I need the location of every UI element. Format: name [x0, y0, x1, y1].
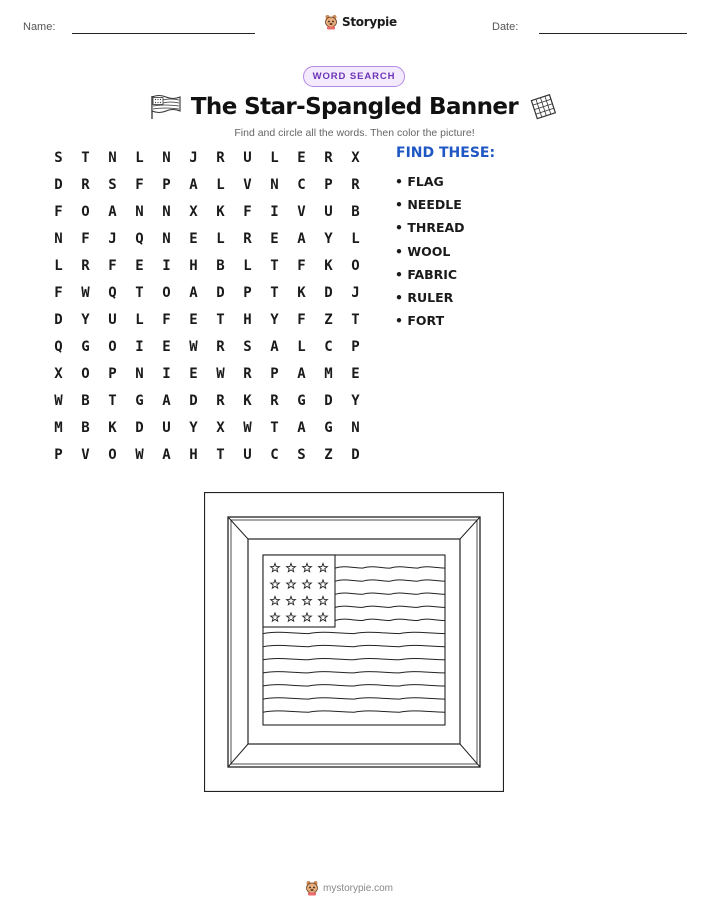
grid-cell[interactable]: I: [162, 365, 171, 382]
grid-cell[interactable]: A: [297, 365, 306, 382]
grid-cell[interactable]: T: [108, 392, 117, 409]
grid-cell[interactable]: B: [81, 392, 90, 409]
grid-cell[interactable]: D: [351, 446, 360, 463]
grid-cell[interactable]: H: [189, 446, 198, 463]
grid-cell[interactable]: Y: [324, 230, 333, 247]
grid-cell[interactable]: F: [81, 230, 90, 247]
grid-cell[interactable]: W: [81, 284, 90, 301]
storypie-mascot-icon: [324, 14, 338, 30]
grid-cell[interactable]: N: [135, 203, 144, 220]
grid-cell[interactable]: A: [108, 203, 117, 220]
grid-cell[interactable]: E: [135, 257, 144, 274]
grid-cell[interactable]: V: [243, 176, 252, 193]
grid-cell[interactable]: R: [324, 149, 333, 166]
instructions: Find and circle all the words. Then color the picture!: [234, 127, 475, 139]
grid-cell[interactable]: J: [351, 284, 360, 301]
grid-cell[interactable]: W: [54, 392, 63, 409]
grid-cell[interactable]: Z: [324, 446, 333, 463]
grid-cell[interactable]: O: [162, 284, 171, 301]
grid-cell[interactable]: U: [243, 149, 252, 166]
grid-cell[interactable]: L: [54, 257, 63, 274]
grid-cell[interactable]: F: [54, 203, 63, 220]
grid-cell[interactable]: K: [216, 203, 225, 220]
grid-cell[interactable]: R: [216, 149, 225, 166]
grid-cell[interactable]: C: [297, 176, 306, 193]
grid-cell[interactable]: R: [243, 230, 252, 247]
date-field-line[interactable]: [539, 33, 687, 34]
grid-cell[interactable]: O: [351, 257, 360, 274]
grid-cell[interactable]: C: [270, 446, 279, 463]
grid-cell[interactable]: B: [351, 203, 360, 220]
grid-cell[interactable]: A: [297, 419, 306, 436]
grid-cell[interactable]: A: [189, 176, 198, 193]
grid-cell[interactable]: W: [135, 446, 144, 463]
grid-cell[interactable]: L: [351, 230, 360, 247]
grid-cell[interactable]: O: [108, 338, 117, 355]
grid-cell[interactable]: I: [270, 203, 279, 220]
grid-cell[interactable]: X: [54, 365, 63, 382]
grid-cell[interactable]: R: [270, 392, 279, 409]
grid-cell[interactable]: N: [270, 176, 279, 193]
grid-cell[interactable]: K: [297, 284, 306, 301]
grid-cell[interactable]: U: [324, 203, 333, 220]
grid-cell[interactable]: Q: [135, 230, 144, 247]
grid-cell[interactable]: F: [243, 203, 252, 220]
grid-cell[interactable]: K: [243, 392, 252, 409]
grid-cell[interactable]: P: [162, 176, 171, 193]
grid-cell[interactable]: G: [324, 419, 333, 436]
quilt-icon: [530, 94, 558, 120]
grid-cell[interactable]: M: [324, 365, 333, 382]
grid-cell[interactable]: R: [81, 176, 90, 193]
grid-cell[interactable]: L: [243, 257, 252, 274]
grid-cell[interactable]: N: [162, 203, 171, 220]
grid-cell[interactable]: X: [351, 149, 360, 166]
grid-cell[interactable]: F: [54, 284, 63, 301]
grid-cell[interactable]: T: [135, 284, 144, 301]
brand-logo: [324, 14, 397, 30]
grid-cell[interactable]: S: [108, 176, 117, 193]
grid-cell[interactable]: T: [81, 149, 90, 166]
grid-cell[interactable]: Q: [54, 338, 63, 355]
grid-cell[interactable]: O: [81, 365, 90, 382]
grid-cell[interactable]: E: [351, 365, 360, 382]
grid-cell[interactable]: L: [135, 149, 144, 166]
footer-url[interactable]: mystorypie.com: [323, 882, 394, 894]
grid-cell[interactable]: T: [351, 311, 360, 328]
grid-cell[interactable]: D: [54, 176, 63, 193]
grid-cell[interactable]: P: [324, 176, 333, 193]
grid-cell[interactable]: N: [162, 149, 171, 166]
grid-cell[interactable]: S: [297, 446, 306, 463]
grid-cell[interactable]: D: [135, 419, 144, 436]
word-list-item: • FLAG: [395, 174, 444, 189]
grid-cell[interactable]: K: [324, 257, 333, 274]
word-list-item: • NEEDLE: [395, 197, 462, 213]
grid-cell[interactable]: U: [108, 311, 117, 328]
grid-cell[interactable]: E: [189, 230, 198, 247]
grid-cell[interactable]: N: [162, 230, 171, 247]
grid-cell[interactable]: S: [243, 338, 252, 355]
grid-cell[interactable]: Y: [270, 311, 279, 328]
name-field-line[interactable]: [72, 33, 255, 34]
grid-cell[interactable]: G: [297, 392, 306, 409]
word-list-item: • RULER: [395, 289, 454, 305]
grid-cell[interactable]: Y: [351, 392, 360, 409]
grid-cell[interactable]: L: [270, 149, 279, 166]
grid-cell[interactable]: B: [81, 419, 90, 436]
grid-cell[interactable]: R: [351, 176, 360, 193]
grid-cell[interactable]: Y: [189, 419, 198, 436]
storypie-mascot-icon: [305, 880, 319, 896]
grid-cell[interactable]: I: [135, 338, 144, 355]
grid-cell[interactable]: P: [270, 365, 279, 382]
grid-cell[interactable]: N: [108, 149, 117, 166]
grid-cell[interactable]: T: [270, 419, 279, 436]
grid-cell[interactable]: B: [216, 257, 225, 274]
date-label: Date:: [492, 21, 519, 33]
grid-cell[interactable]: F: [297, 257, 306, 274]
grid-cell[interactable]: S: [54, 149, 63, 166]
grid-cell[interactable]: X: [189, 203, 198, 220]
grid-cell[interactable]: A: [297, 230, 306, 247]
page-title: The Star-Spangled Banner: [190, 94, 519, 120]
grid-cell[interactable]: Y: [81, 311, 90, 328]
grid-cell[interactable]: U: [162, 419, 171, 436]
grid-cell[interactable]: J: [108, 230, 117, 247]
grid-cell[interactable]: A: [270, 338, 279, 355]
grid-cell[interactable]: F: [108, 257, 117, 274]
grid-cell[interactable]: O: [81, 203, 90, 220]
grid-cell[interactable]: P: [243, 284, 252, 301]
grid-cell[interactable]: H: [189, 257, 198, 274]
footer: [305, 880, 393, 896]
grid-cell[interactable]: X: [216, 419, 225, 436]
grid-cell[interactable]: E: [162, 338, 171, 355]
grid-cell[interactable]: T: [270, 284, 279, 301]
grid-cell[interactable]: A: [162, 446, 171, 463]
brand-name: Storypie: [342, 15, 397, 29]
word-list-item: • FORT: [395, 313, 445, 329]
grid-cell[interactable]: M: [54, 419, 63, 436]
grid-cell[interactable]: L: [135, 311, 144, 328]
grid-cell[interactable]: T: [216, 446, 225, 463]
grid-cell[interactable]: D: [324, 284, 333, 301]
grid-cell[interactable]: E: [297, 149, 306, 166]
grid-cell[interactable]: N: [54, 230, 63, 247]
grid-cell[interactable]: A: [162, 392, 171, 409]
grid-cell[interactable]: A: [189, 284, 198, 301]
grid-cell[interactable]: F: [297, 311, 306, 328]
grid-cell[interactable]: D: [54, 311, 63, 328]
grid-cell[interactable]: L: [297, 338, 306, 355]
grid-cell[interactable]: U: [243, 446, 252, 463]
find-these-heading: FIND THESE:: [396, 145, 496, 161]
grid-cell[interactable]: E: [189, 311, 198, 328]
grid-cell[interactable]: R: [81, 257, 90, 274]
grid-cell[interactable]: R: [243, 365, 252, 382]
grid-cell[interactable]: E: [270, 230, 279, 247]
grid-cell[interactable]: E: [189, 365, 198, 382]
word-list-item: • FABRIC: [395, 266, 458, 282]
grid-cell[interactable]: P: [351, 338, 360, 355]
grid-cell[interactable]: Q: [108, 284, 117, 301]
grid-cell[interactable]: F: [162, 311, 171, 328]
framed-flag-picture: [204, 492, 504, 792]
grid-cell[interactable]: D: [189, 392, 198, 409]
grid-cell[interactable]: N: [351, 419, 360, 436]
grid-cell[interactable]: N: [135, 365, 144, 382]
grid-cell[interactable]: W: [189, 338, 198, 355]
grid-cell[interactable]: P: [108, 365, 117, 382]
grid-cell[interactable]: W: [216, 365, 225, 382]
word-list: [395, 170, 465, 332]
grid-cell[interactable]: H: [243, 311, 252, 328]
grid-cell[interactable]: I: [162, 257, 171, 274]
name-label: Name:: [23, 21, 56, 33]
word-list-item: • THREAD: [395, 220, 465, 236]
grid-cell[interactable]: L: [216, 176, 225, 193]
grid-cell[interactable]: L: [216, 230, 225, 247]
word-search-grid: [45, 144, 369, 468]
grid-cell[interactable]: G: [135, 392, 144, 409]
grid-cell[interactable]: R: [216, 392, 225, 409]
grid-cell[interactable]: K: [108, 419, 117, 436]
grid-cell[interactable]: V: [81, 446, 90, 463]
grid-cell[interactable]: D: [216, 284, 225, 301]
grid-cell[interactable]: Z: [324, 311, 333, 328]
grid-cell[interactable]: R: [216, 338, 225, 355]
grid-cell[interactable]: D: [324, 392, 333, 409]
grid-cell[interactable]: P: [54, 446, 63, 463]
grid-cell[interactable]: F: [135, 176, 144, 193]
grid-cell[interactable]: T: [216, 311, 225, 328]
word-search-badge: WORD SEARCH: [303, 66, 405, 87]
word-list-item: • WOOL: [395, 243, 451, 259]
grid-cell[interactable]: T: [270, 257, 279, 274]
grid-cell[interactable]: C: [324, 338, 333, 355]
grid-cell[interactable]: V: [297, 203, 306, 220]
grid-cell[interactable]: O: [108, 446, 117, 463]
grid-cell[interactable]: J: [189, 149, 198, 166]
grid-cell[interactable]: G: [81, 338, 90, 355]
grid-cell[interactable]: W: [243, 419, 252, 436]
